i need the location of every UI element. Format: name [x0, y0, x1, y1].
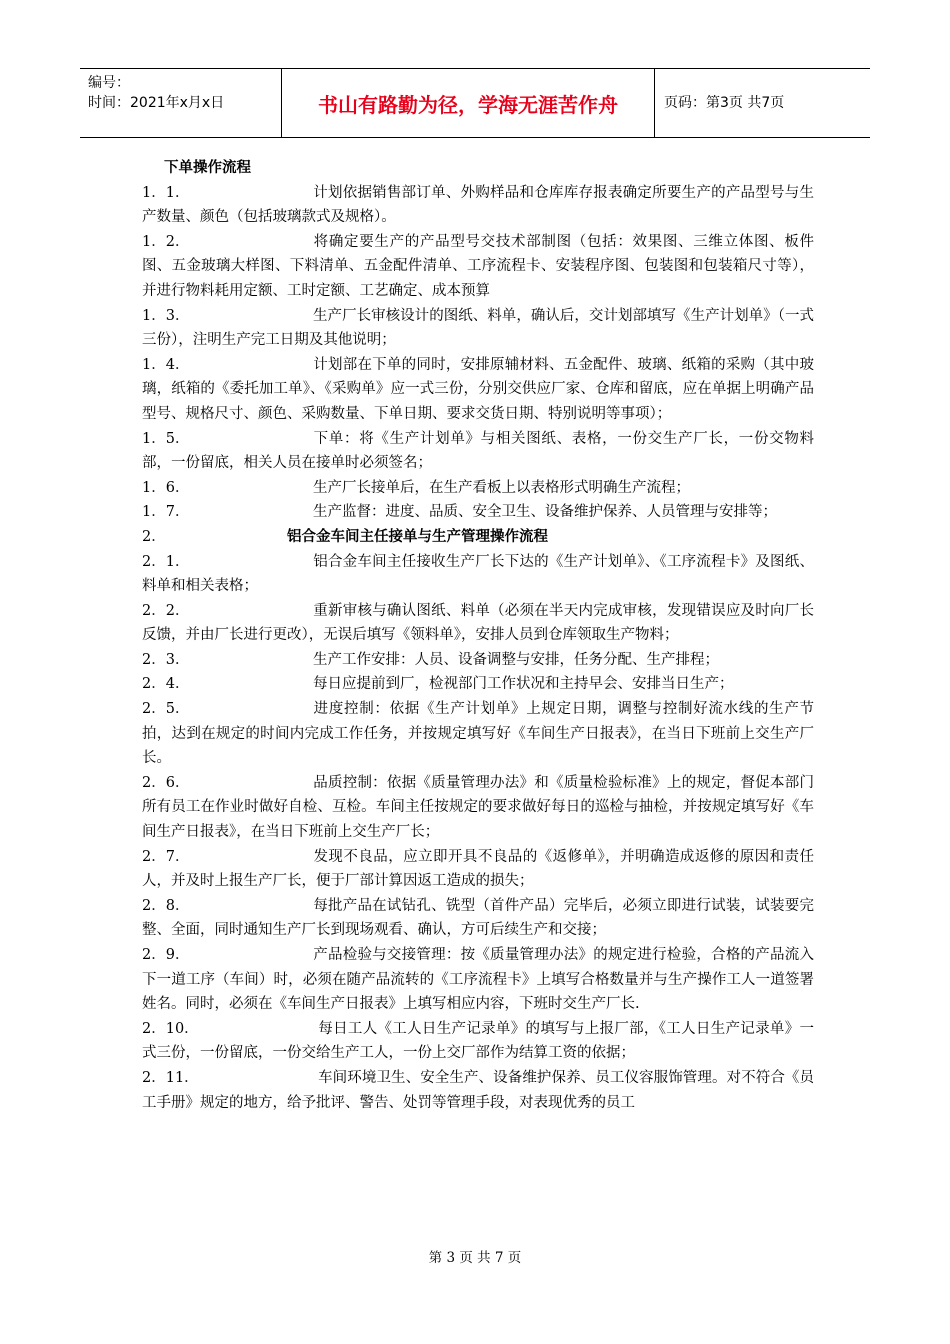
- item-number: 2．4．: [142, 676, 190, 693]
- item-text: 计划部在下单的同时，安排原辅材料、五金配件、玻璃、纸箱的采购（其中玻璃，纸箱的《委托加工单》、《采购单》应一式三份，分别交供应厂家、仓库和留底，应在单据上明确产品型号、规格尺寸、颜色、采购数量、下单日期、要求交货日期、特别说明等事项）；: [142, 356, 814, 422]
- list-item: [142, 427, 814, 476]
- item-number: 2．1．: [142, 553, 190, 570]
- list-item: [142, 943, 814, 1017]
- item-text: 产品检验与交接管理：按《质量管理办法》的规定进行检验，合格的产品流入下一道工序（车间）时，必须在随产品流转的《工序流程卡》上填写合格数量并与生产操作工人一道签署姓名。同时，必须在《车间生产日报表》上填写相应内容，下班时交生产厂长.: [142, 947, 814, 1013]
- item-text: 铝合金车间主任接收生产厂长下达的《生产计划单》、《工序流程卡》及图纸、料单和相关表格；: [142, 553, 814, 595]
- item-number: 2．6．: [142, 774, 190, 791]
- item-number: 2．8．: [142, 897, 190, 914]
- item-number: 2．2．: [142, 602, 190, 619]
- doc-time-label: 时间：2021年x月x日: [88, 95, 225, 111]
- item-number: 2．11．: [142, 1069, 199, 1086]
- list-item: [142, 500, 814, 525]
- list-item: [142, 476, 814, 501]
- page-footer: 第 3 页 共 7 页: [428, 1250, 522, 1266]
- item-text: 将确定要生产的产品型号交技术部制图（包括：效果图、三维立体图、板件图、五金玻璃大样图、下料清单、五金配件清单、工序流程卡、安装程序图、包装图和包装箱尺寸等），并进行物料耗用定额、工时定额、工艺确定、成本预算: [142, 233, 814, 299]
- item-text: 品质控制：依据《质量管理办法》和《质量检验标准》上的规定，督促本部门所有员工在作业时做好自检、互检。车间主任按规定的要求做好每日的巡检与抽检，并按规定填写好《车间生产日报表》，在当日下班前上交生产厂长；: [142, 774, 814, 841]
- section-heading: [142, 525, 814, 550]
- section-heading-text: 铝合金车间主任接单与生产管理操作流程: [287, 528, 548, 545]
- item-number: 1．6．: [142, 479, 190, 496]
- doc-number-label: 编号：: [88, 75, 130, 91]
- item-number: 1．1．: [142, 184, 190, 201]
- list-item: [142, 1066, 814, 1115]
- item-text: 每日应提前到厂，检视部门工作状况和主持早会、安排当日生产；: [313, 676, 734, 693]
- item-text: 生产监督：进度、品质、安全卫生、设备维护保养、人员管理与安排等；: [313, 504, 777, 521]
- item-number: 1．2．: [142, 233, 190, 250]
- item-text: 生产工作安排：人员、设备调整与安排，任务分配、生产排程；: [313, 651, 719, 668]
- item-text: 重新审核与确认图纸、料单（必须在半天内完成审核，发现错误应及时向厂长反馈，并由厂长进行更改），无误后填写《领料单》，安排人员到仓库领取生产物料；: [142, 602, 814, 644]
- item-text: 车间环境卫生、安全生产、设备维护保养、员工仪容服饰管理。对不符合《员工手册》规定的地方，给予批评、警告、处罚等管理手段，对表现优秀的员工: [142, 1069, 814, 1111]
- header-motto: 书山有路勤为径，学海无涯苦作舟: [318, 92, 618, 117]
- document-body: [142, 156, 814, 1115]
- item-number: 2．5．: [142, 701, 190, 718]
- item-text: 计划依据销售部订单、外购样品和仓库库存报表确定所要生产的产品型号与生产数量、颜色（包括玻璃款式及规格）。: [142, 184, 814, 226]
- list-item: [142, 181, 814, 230]
- item-text: 每日工人《工人日生产记录单》的填写与上报厂部，《工人日生产记录单》一式三份，一份留底，一份交给生产工人，一份上交厂部作为结算工资的依据；: [142, 1020, 814, 1062]
- list-item: [142, 672, 814, 697]
- list-item: [142, 230, 814, 304]
- list-item: [142, 304, 814, 353]
- list-item: [142, 599, 814, 648]
- item-text: 下单：将《生产计划单》与相关图纸、表格，一份交生产厂长，一份交物料部，一份留底，相关人员在接单时必须签名；: [142, 430, 814, 472]
- item-number: 1．3．: [142, 307, 190, 324]
- item-number: 1．4．: [142, 356, 190, 373]
- list-item: [142, 771, 814, 845]
- list-item: [142, 550, 814, 599]
- item-number: 1．7．: [142, 504, 190, 521]
- section-number: 2．: [142, 528, 166, 545]
- item-text: 生产厂长接单后，在生产看板上以表格形式明确生产流程；: [313, 479, 690, 496]
- list-item: [142, 648, 814, 673]
- item-number: 2．10．: [142, 1020, 199, 1037]
- list-item: [142, 353, 814, 427]
- list-item: [142, 845, 814, 894]
- item-number: 2．7．: [142, 848, 190, 865]
- item-number: 2．3．: [142, 651, 190, 668]
- item-text: 发现不良品，应立即开具不良品的《返修单》，并明确造成返修的原因和责任人，并及时上报生产厂长，便于厂部计算因返工造成的损失；: [142, 848, 814, 890]
- section-title: 下单操作流程: [164, 160, 251, 176]
- item-text: 生产厂长审核设计的图纸、料单，确认后，交计划部填写《生产计划单》（一式三份），注明生产完工日期及其他说明；: [142, 307, 814, 349]
- item-number: 1．5．: [142, 430, 190, 447]
- header-meta: [88, 73, 224, 113]
- item-number: 2．9．: [142, 947, 190, 963]
- list-item: [142, 697, 814, 771]
- list-item: [142, 1017, 814, 1066]
- item-text: 进度控制：依据《生产计划单》上规定日期，调整与控制好流水线的生产节拍，达到在规定的时间内完成工作任务，并按规定填写好《车间生产日报表》，在当日下班前上交生产厂长。: [142, 701, 814, 767]
- header-divider: [654, 69, 655, 137]
- header-page-label: 页码：第3页 共7页: [664, 95, 785, 111]
- item-text: 每批产品在试钻孔、铣型（首件产品）完毕后，必须立即进行试装，试装要完整、全面，同时通知生产厂长到现场观看、确认，方可后续生产和交接；: [142, 897, 814, 939]
- list-item: [142, 894, 814, 943]
- page-header: [80, 68, 870, 138]
